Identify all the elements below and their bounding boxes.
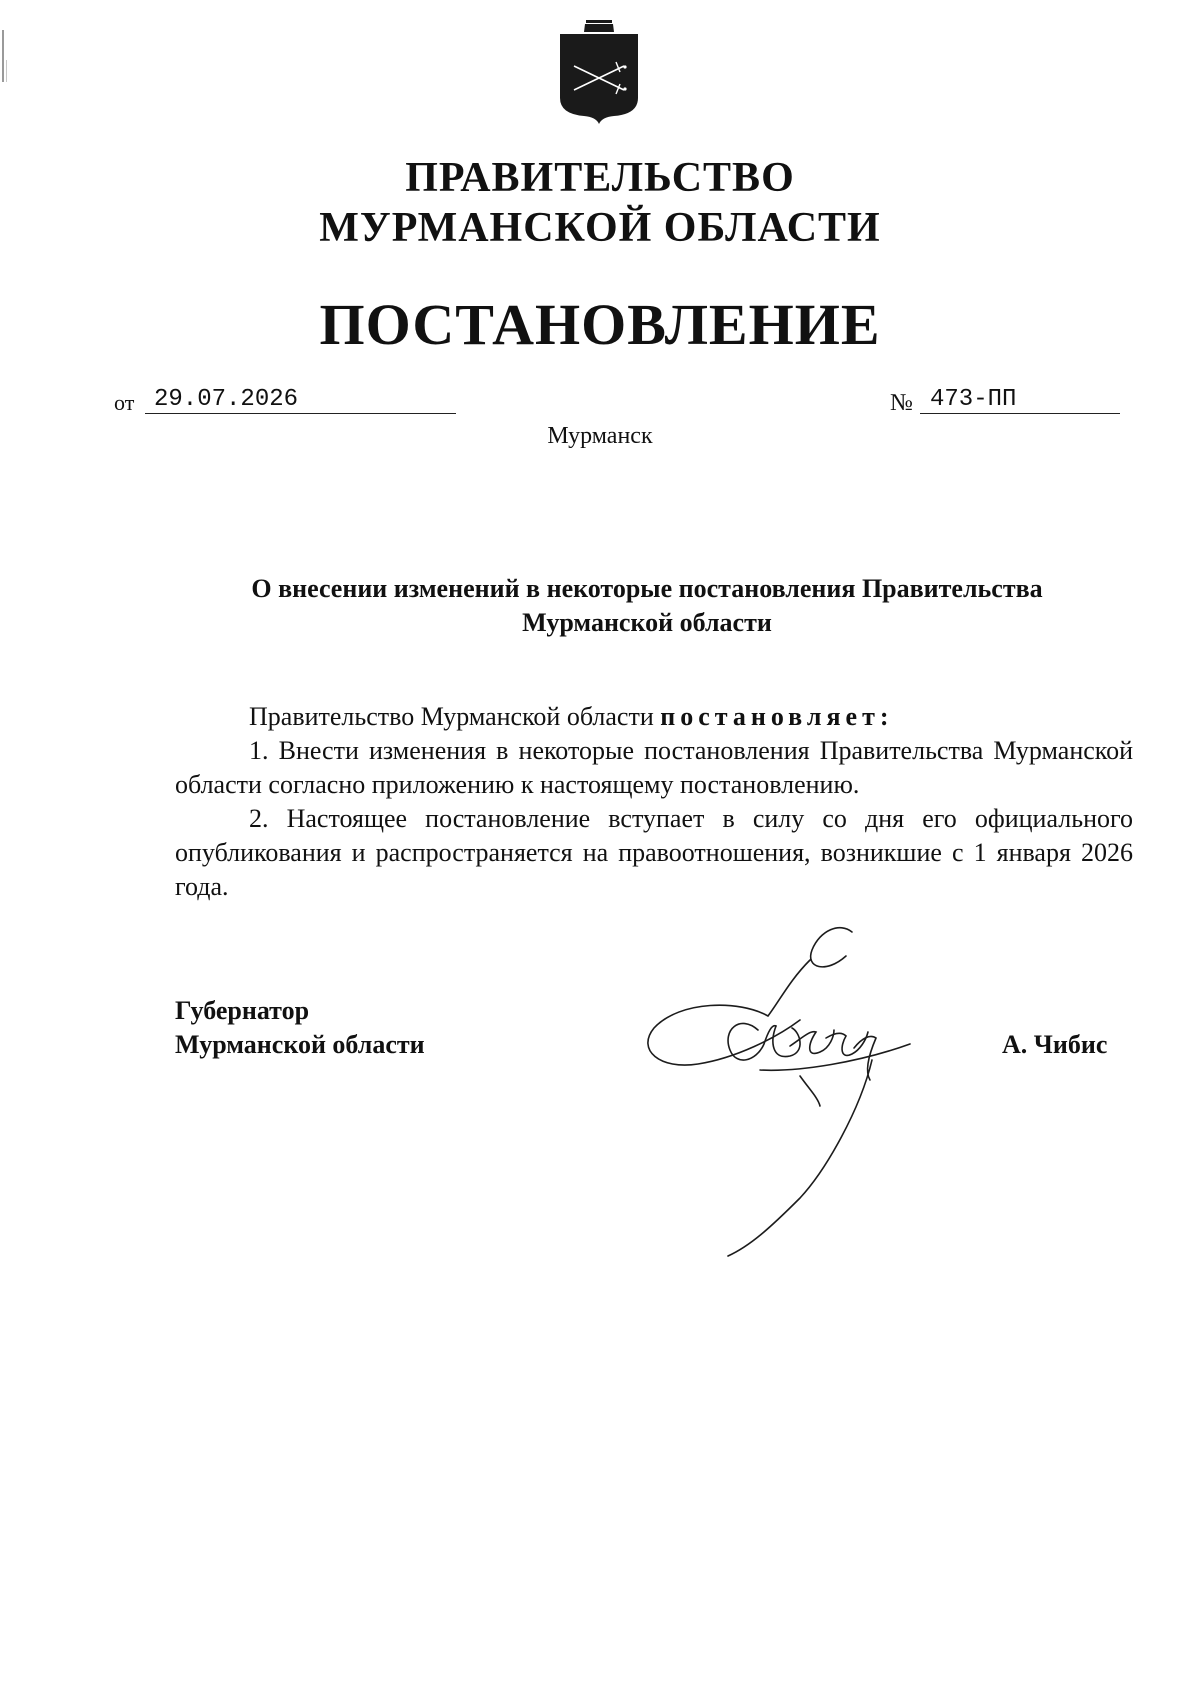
number-prefix: № — [890, 390, 913, 416]
date-prefix: от — [114, 390, 135, 415]
signer-position — [175, 994, 425, 1062]
city-name: Мурманск — [547, 423, 653, 449]
decree-item-2: 2. Настоящее постановление вступает в силу со дня его официального опубликования и распространяется на правоотношения, возникшие с 1 января 2026 года. — [175, 804, 1133, 901]
org-name-line1: ПРАВИТЕЛЬСТВО — [405, 155, 795, 201]
signer-name: А. Чибис — [1002, 1030, 1108, 1059]
number-value: 473-ПП — [930, 386, 1017, 413]
decree-item-1: 1. Внести изменения в некоторые постановления Правительства Мурманской области согласно приложению к настоящему постановлению. — [175, 736, 1133, 799]
document-type-title: ПОСТАНОВЛЕНИЕ — [319, 292, 881, 357]
decree-intro — [175, 700, 1133, 734]
org-name-line2: МУРМАНСКОЙ ОБЛАСТИ — [319, 205, 881, 251]
date-value: 29.07.2026 — [154, 386, 299, 413]
decree-intro-text: Правительство Мурманской области — [249, 702, 654, 731]
number-underline — [920, 413, 1120, 414]
signer-position-line2: Мурманской области — [175, 1030, 425, 1059]
murmansk-coat-of-arms-icon — [558, 20, 640, 124]
signer-position-line1: Губернатор — [175, 996, 310, 1025]
scan-artifact — [6, 60, 7, 82]
date-underline — [145, 413, 456, 414]
handwritten-signature-icon — [640, 920, 940, 1260]
scan-artifact — [2, 30, 4, 82]
decree-word: постановляет: — [660, 702, 894, 731]
document-body — [175, 700, 1133, 904]
document-subject: О внесении изменений в некоторые постановления Правительства Мурманской области — [251, 574, 1043, 637]
